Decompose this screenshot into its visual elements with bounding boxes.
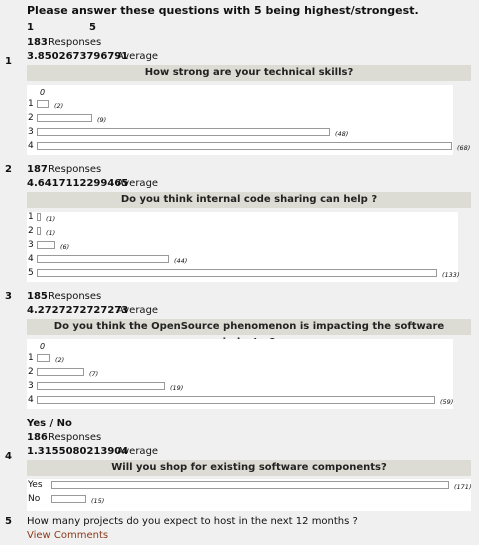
q1-result-bar	[37, 114, 92, 122]
q1-average-value: 3.8502673796791	[27, 51, 129, 62]
q3-option-label: 1	[28, 353, 34, 363]
q2-result-bar	[37, 269, 437, 277]
q1-responses-label: Responses	[48, 37, 102, 48]
q2-result-bar	[37, 213, 41, 221]
q5-number: 5	[5, 516, 12, 527]
q3-result-count: (19)	[170, 384, 184, 392]
q3-average-value: 4.2727272727273	[27, 305, 129, 316]
q1-option-label: 1	[28, 99, 34, 109]
q2-result-count: (1)	[46, 215, 56, 223]
q2-result-bar	[37, 227, 41, 235]
q2-option-label: 3	[28, 240, 34, 250]
q1-responses-count: 183	[27, 37, 48, 48]
q2-result-bar	[37, 241, 55, 249]
q3-title: Do you think the OpenSource phenomenon is impacting the software	[27, 319, 471, 335]
q4-option-label: No	[28, 494, 41, 504]
q3-result-count: (2)	[55, 356, 65, 364]
q4-result-count: (15)	[91, 497, 105, 505]
q1-option-label: 2	[28, 113, 34, 123]
q2-result-count: (1)	[46, 229, 56, 237]
q5-question-text: How many projects do you expect to host in the next 12 months ?	[27, 516, 358, 527]
q2-responses-label: Responses	[48, 164, 102, 175]
q1-result-count: (9)	[97, 116, 107, 124]
view-comments-link[interactable]: View Comments	[27, 530, 109, 541]
q1-result-count: (2)	[54, 102, 64, 110]
q4-average-label: Average	[117, 446, 159, 457]
q1-option-label: 3	[28, 127, 34, 137]
q3-option-label: 4	[28, 395, 34, 405]
q1-zero-label: 0	[40, 88, 46, 97]
q3-result-count: (59)	[440, 398, 454, 406]
q3-result-bar	[37, 354, 50, 362]
q4-responses-count: 186	[27, 432, 48, 443]
q2-option-label: 1	[28, 212, 34, 222]
q2-option-label: 2	[28, 226, 34, 236]
q4-number: 4	[5, 451, 12, 462]
q2-responses-count: 187	[27, 164, 48, 175]
q3-responses-label: Responses	[48, 291, 102, 302]
q3-result-bar	[37, 368, 84, 376]
q3-result-bar	[37, 396, 435, 404]
q1-result-count: (48)	[335, 130, 349, 138]
scale-high-label: 5	[89, 22, 96, 33]
q1-result-count: (68)	[457, 144, 471, 152]
q2-result-count: (44)	[174, 257, 188, 265]
q2-title: Do you think internal code sharing can help ?	[27, 192, 471, 208]
q4-option-label: Yes	[28, 480, 43, 490]
q2-result-count: (133)	[442, 271, 460, 279]
q2-average-label: Average	[117, 178, 159, 189]
q3-result-bar	[37, 382, 165, 390]
q1-result-bar	[37, 100, 49, 108]
q4-result-bar	[51, 481, 449, 489]
q1-average-label: Average	[117, 51, 159, 62]
q4-result-bar	[51, 495, 86, 503]
q4-title: Will you shop for existing software components?	[27, 460, 471, 476]
q4-type-label: Yes / No	[27, 418, 72, 429]
q1-number: 1	[5, 56, 12, 67]
q2-option-label: 4	[28, 254, 34, 264]
q3-option-label: 2	[28, 367, 34, 377]
q1-title: How strong are your technical skills?	[27, 65, 471, 81]
q3-responses-count: 185	[27, 291, 48, 302]
q3-zero-label: 0	[40, 342, 46, 351]
q2-average-value: 4.6417112299465	[27, 178, 129, 189]
q3-option-label: 3	[28, 381, 34, 391]
q1-result-bar	[37, 142, 452, 150]
q2-result-count: (6)	[60, 243, 70, 251]
q3-average-label: Average	[117, 305, 159, 316]
q2-number: 2	[5, 164, 12, 175]
survey-intro: Please answer these questions with 5 being highest/strongest.	[27, 4, 419, 17]
q4-average-value: 1.3155080213904	[27, 446, 129, 457]
q4-responses-label: Responses	[48, 432, 102, 443]
q1-result-bar	[37, 128, 330, 136]
q1-option-label: 4	[28, 141, 34, 151]
q4-result-count: (171)	[454, 483, 472, 491]
q3-number: 3	[5, 291, 12, 302]
q3-result-count: (7)	[89, 370, 99, 378]
q2-result-bar	[37, 255, 169, 263]
scale-low-label: 1	[27, 22, 34, 33]
q2-option-label: 5	[28, 268, 34, 278]
